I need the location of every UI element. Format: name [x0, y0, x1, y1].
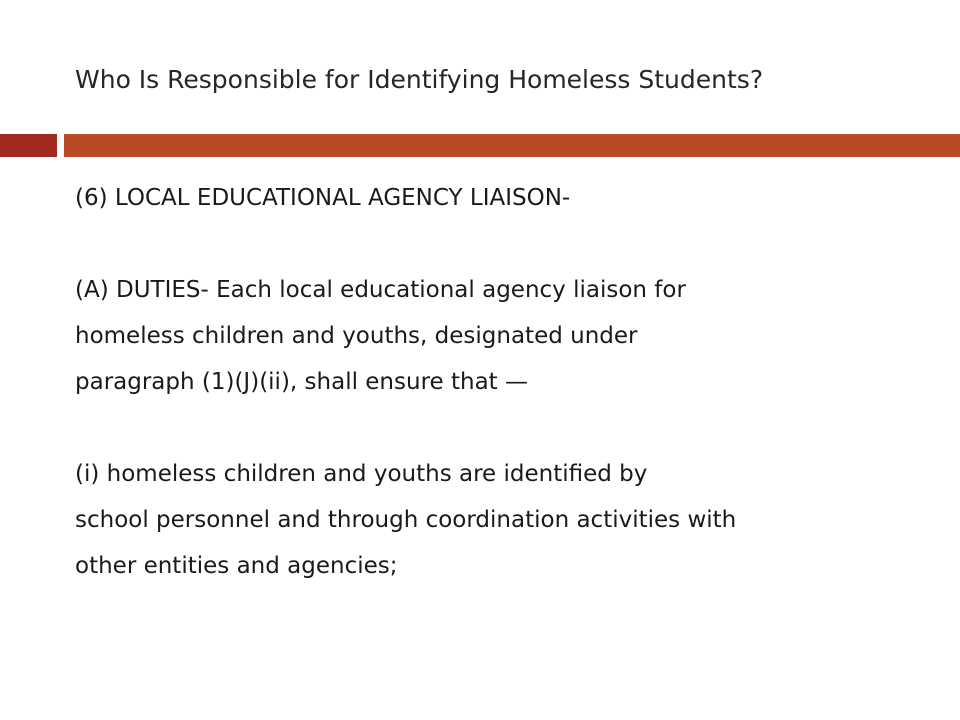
text-line: paragraph (1)(J)(ii), shall ensure that —: [75, 369, 529, 395]
text-line: other entities and agencies;: [75, 553, 398, 579]
paragraph-liaison-heading: [75, 175, 935, 221]
title-rule-left: [0, 134, 57, 157]
slide-body: [75, 175, 935, 589]
text-line: homeless children and youths, designated under: [75, 323, 638, 349]
text-line: (6) LOCAL EDUCATIONAL AGENCY LIAISON-: [75, 185, 571, 211]
title-rule-right: [64, 134, 960, 157]
text-line: (i) homeless children and youths are identified by: [75, 461, 648, 487]
text-line: school personnel and through coordination activities with: [75, 507, 737, 533]
slide-title: Who Is Responsible for Identifying Homeless Students?: [75, 65, 764, 94]
text-line: (A) DUTIES- Each local educational agency liaison for: [75, 277, 686, 303]
paragraph-identification: [75, 451, 935, 589]
paragraph-duties: [75, 267, 935, 405]
